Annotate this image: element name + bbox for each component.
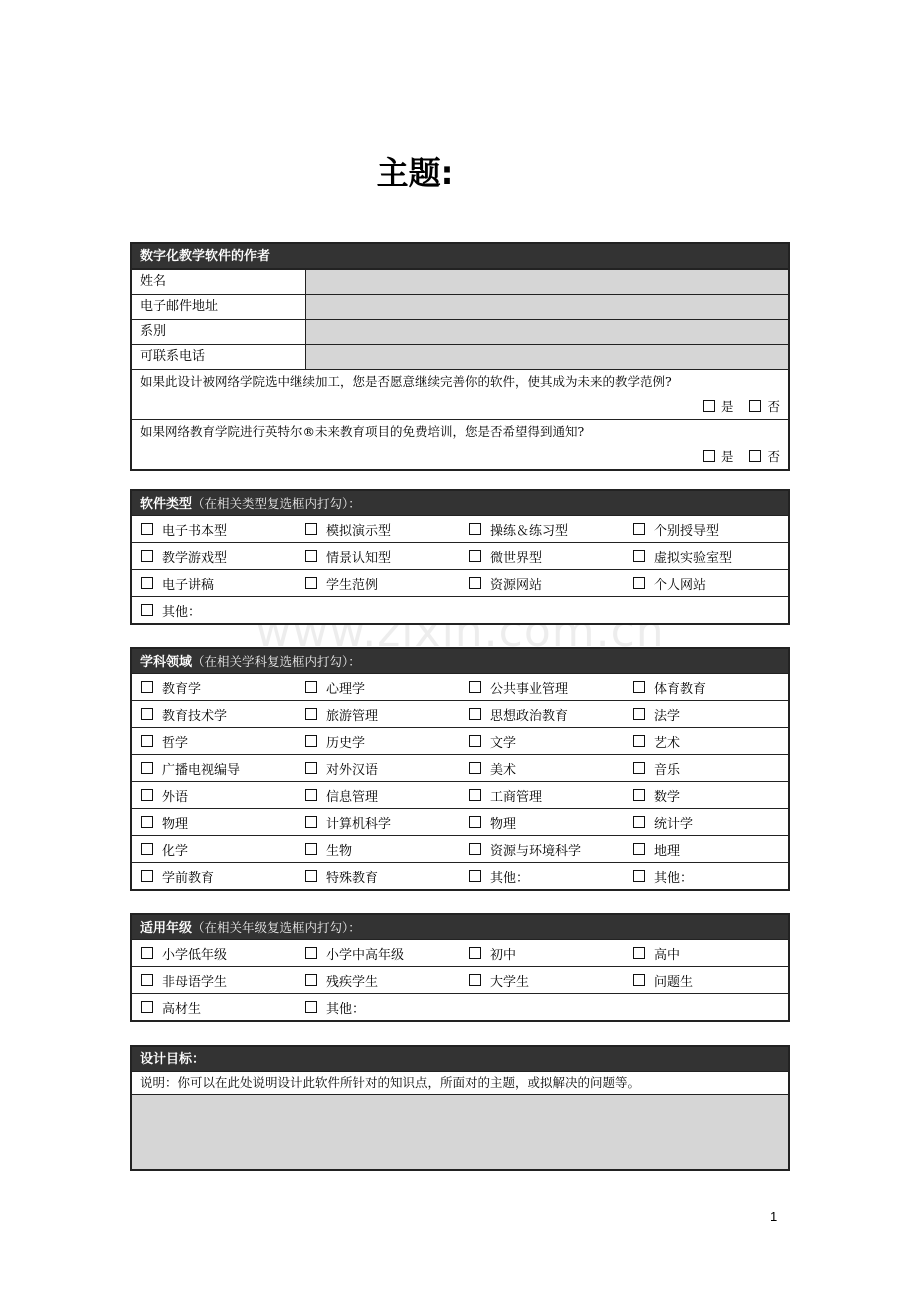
checkbox-row: [132, 542, 788, 569]
checkbox-label: 教育技术学: [162, 708, 228, 724]
checkbox-label: 其他：: [490, 870, 530, 886]
checkbox[interactable]: [469, 681, 481, 693]
checkbox-option[interactable]: [132, 971, 296, 990]
checkbox[interactable]: [305, 843, 317, 855]
checkbox-option[interactable]: [460, 705, 624, 724]
checkbox-label: 特殊教育: [326, 870, 379, 886]
phone-row: [132, 344, 788, 369]
email-label: 电子邮件地址: [132, 295, 306, 319]
checkbox-option[interactable]: [460, 732, 624, 751]
subject-area-section: [130, 647, 790, 891]
checkbox-option[interactable]: [624, 971, 788, 990]
department-row: [132, 319, 788, 344]
checkbox[interactable]: [469, 870, 481, 882]
checkbox[interactable]: [469, 708, 481, 720]
design-goal-description: 说明：你可以在此处说明设计此软件所针对的知识点，所面对的主题，或拟解决的问题等。: [140, 1075, 641, 1090]
checkbox-option[interactable]: [296, 547, 460, 566]
checkbox-label: 个人网站: [654, 577, 707, 593]
software-type-header: 软件类型（在相关类型复选框内打勾）：: [132, 491, 788, 516]
checkbox[interactable]: [305, 870, 317, 882]
checkbox-row: [132, 808, 788, 835]
author-section-header: 数字化教学软件的作者: [132, 244, 788, 269]
checkbox[interactable]: [305, 681, 317, 693]
checkbox-label: 教育学: [162, 681, 202, 697]
checkbox-option[interactable]: [296, 998, 460, 1017]
checkbox-option[interactable]: [296, 732, 460, 751]
checkbox-label: 化学: [162, 843, 189, 859]
checkbox[interactable]: [305, 789, 317, 801]
checkbox-option[interactable]: [132, 944, 296, 963]
checkbox[interactable]: [305, 816, 317, 828]
checkbox-label: 其他：: [654, 870, 694, 886]
checkbox-option[interactable]: [132, 601, 296, 620]
checkbox-option[interactable]: [460, 813, 624, 832]
checkbox-option[interactable]: [460, 840, 624, 859]
checkbox-option[interactable]: [132, 867, 296, 886]
checkbox-row: [132, 754, 788, 781]
yes-checkbox[interactable]: [703, 450, 715, 462]
checkbox[interactable]: [469, 577, 481, 589]
checkbox-option[interactable]: [296, 944, 460, 963]
checkbox-option[interactable]: [624, 813, 788, 832]
grade-level-header: 适用年级（在相关年级复选框内打勾）：: [132, 915, 788, 940]
author-section: [130, 242, 790, 471]
checkbox[interactable]: [305, 762, 317, 774]
checkbox[interactable]: [141, 604, 153, 616]
yes-label: 是: [720, 449, 734, 464]
checkbox-label: 电子讲稿: [162, 577, 215, 593]
checkbox-option[interactable]: [460, 867, 624, 886]
checkbox-option[interactable]: [624, 678, 788, 697]
checkbox-option[interactable]: [460, 574, 624, 593]
checkbox[interactable]: [141, 708, 153, 720]
checkbox-label: 统计学: [654, 816, 694, 832]
checkbox-label: 大学生: [490, 974, 530, 990]
checkbox-label: 旅游管理: [326, 708, 379, 724]
checkbox-label: 思想政治教育: [490, 708, 569, 724]
checkbox-row: [132, 966, 788, 993]
subject-area-header: 学科领域（在相关学科复选框内打勾）：: [132, 649, 788, 674]
email-row: [132, 294, 788, 319]
checkbox-option[interactable]: [296, 971, 460, 990]
checkbox-label: 模拟演示型: [326, 523, 392, 539]
checkbox-option[interactable]: [624, 705, 788, 724]
checkbox-label: 艺术: [654, 735, 681, 751]
checkbox[interactable]: [305, 735, 317, 747]
checkbox-row: [132, 781, 788, 808]
yes-checkbox[interactable]: [703, 400, 715, 412]
checkbox[interactable]: [633, 974, 645, 986]
phone-input[interactable]: [306, 345, 788, 369]
checkbox-label: 情景认知型: [326, 550, 392, 566]
checkbox[interactable]: [305, 1001, 317, 1013]
design-goal-textarea[interactable]: [132, 1094, 788, 1169]
checkbox-label: 美术: [490, 762, 517, 778]
checkbox-label: 微世界型: [490, 550, 543, 566]
checkbox[interactable]: [141, 789, 153, 801]
checkbox-option[interactable]: [132, 840, 296, 859]
checkbox-option[interactable]: [460, 944, 624, 963]
checkbox[interactable]: [469, 735, 481, 747]
checkbox-label: 其他：: [326, 1001, 366, 1017]
checkbox-label: 电子书本型: [162, 523, 228, 539]
yes-label: 是: [720, 399, 734, 414]
checkbox-label: 小学低年级: [162, 947, 228, 963]
checkbox[interactable]: [633, 947, 645, 959]
checkbox-option[interactable]: [132, 759, 296, 778]
checkbox[interactable]: [469, 974, 481, 986]
checkbox-option[interactable]: [624, 732, 788, 751]
checkbox-option[interactable]: [132, 813, 296, 832]
checkbox[interactable]: [141, 974, 153, 986]
department-label: 系別: [132, 320, 306, 344]
checkbox-row: [132, 516, 788, 542]
checkbox-option[interactable]: [624, 944, 788, 963]
checkbox[interactable]: [633, 762, 645, 774]
email-input[interactable]: [306, 295, 788, 319]
checkbox-option[interactable]: [132, 520, 296, 539]
checkbox-row: [132, 674, 788, 700]
checkbox-label: 初中: [490, 947, 517, 963]
checkbox-option[interactable]: [132, 998, 296, 1017]
checkbox-row: [132, 993, 788, 1020]
checkbox-option[interactable]: [296, 867, 460, 886]
checkbox-label: 小学中高年级: [326, 947, 405, 963]
checkbox[interactable]: [305, 523, 317, 535]
page-title: 主题:: [376, 154, 454, 192]
design-goal-section: [130, 1045, 790, 1171]
checkbox-option[interactable]: [460, 678, 624, 697]
checkbox[interactable]: [633, 681, 645, 693]
checkbox[interactable]: [633, 816, 645, 828]
checkbox-option[interactable]: [296, 678, 460, 697]
checkbox-option[interactable]: [132, 547, 296, 566]
checkbox-label: 广播电视编导: [162, 762, 241, 778]
checkbox[interactable]: [141, 550, 153, 562]
checkbox[interactable]: [141, 870, 153, 882]
checkbox[interactable]: [141, 1001, 153, 1013]
department-input[interactable]: [306, 320, 788, 344]
checkbox[interactable]: [141, 762, 153, 774]
checkbox-label: 心理学: [326, 681, 366, 697]
checkbox-row: [132, 862, 788, 889]
name-row: [132, 269, 788, 294]
checkbox-row: [132, 569, 788, 596]
checkbox-row: [132, 835, 788, 862]
checkbox-option[interactable]: [132, 678, 296, 697]
no-label: 否: [767, 399, 780, 414]
checkbox-option[interactable]: [624, 786, 788, 805]
checkbox-label: 音乐: [654, 762, 681, 778]
checkbox[interactable]: [469, 843, 481, 855]
checkbox-label: 地理: [654, 843, 681, 859]
checkbox-label: 问题生: [654, 974, 694, 990]
checkbox-option[interactable]: [624, 840, 788, 859]
checkbox-option[interactable]: [460, 786, 624, 805]
checkbox-option[interactable]: [624, 759, 788, 778]
checkbox-label: 学前教育: [162, 870, 215, 886]
checkbox[interactable]: [469, 947, 481, 959]
page-number: 1: [770, 1209, 778, 1224]
checkbox-row: [132, 596, 788, 623]
checkbox-label: 学生范例: [326, 577, 379, 593]
checkbox-label: 信息管理: [326, 789, 379, 805]
checkbox-label: 计算机科学: [326, 816, 392, 832]
checkbox[interactable]: [633, 870, 645, 882]
checkbox-option[interactable]: [296, 520, 460, 539]
checkbox-label: 文学: [490, 735, 517, 751]
checkbox-label: 生物: [326, 843, 353, 859]
checkbox-label: 数学: [654, 789, 681, 805]
checkbox-label: 资源网站: [490, 577, 543, 593]
question-text: 如果网络教育学院进行英特尔®未来教育项目的免费培训，您是否希望得到通知?: [140, 424, 585, 439]
checkbox-label: 残疾学生: [326, 974, 379, 990]
no-label: 否: [767, 449, 780, 464]
checkbox[interactable]: [305, 577, 317, 589]
name-label: 姓名: [132, 270, 306, 294]
no-checkbox[interactable]: [749, 400, 761, 412]
checkbox-option[interactable]: [624, 520, 788, 539]
checkbox-label: 教学游戏型: [162, 550, 228, 566]
checkbox-label: 个别授导型: [654, 523, 720, 539]
checkbox-label: 资源与环境科学: [490, 843, 582, 859]
checkbox-label: 历史学: [326, 735, 366, 751]
checkbox[interactable]: [141, 577, 153, 589]
checkbox[interactable]: [305, 708, 317, 720]
checkbox-label: 外语: [162, 789, 189, 805]
checkbox-option[interactable]: [460, 520, 624, 539]
checkbox-option[interactable]: [296, 759, 460, 778]
checkbox-option[interactable]: [132, 705, 296, 724]
checkbox[interactable]: [469, 523, 481, 535]
checkbox-option[interactable]: [624, 574, 788, 593]
checkbox-label: 体育教育: [654, 681, 707, 697]
checkbox-label: 法学: [654, 708, 681, 724]
checkbox-label: 工商管理: [490, 789, 543, 805]
checkbox-label: 非母语学生: [162, 974, 228, 990]
checkbox-option[interactable]: [460, 759, 624, 778]
checkbox-row: [132, 940, 788, 966]
checkbox-label: 高中: [654, 947, 681, 963]
phone-label: 可联系电话: [132, 345, 306, 369]
checkbox-option[interactable]: [624, 547, 788, 566]
checkbox-label: 公共事业管理: [490, 681, 569, 697]
checkbox[interactable]: [469, 762, 481, 774]
checkbox[interactable]: [305, 550, 317, 562]
software-type-section: [130, 489, 790, 625]
no-checkbox[interactable]: [749, 450, 761, 462]
checkbox[interactable]: [633, 789, 645, 801]
checkbox-label: 对外汉语: [326, 762, 379, 778]
checkbox[interactable]: [141, 681, 153, 693]
checkbox[interactable]: [305, 974, 317, 986]
checkbox[interactable]: [633, 523, 645, 535]
checkbox[interactable]: [141, 816, 153, 828]
design-goal-header: 设计目标：: [132, 1047, 788, 1072]
grade-level-section: [130, 913, 790, 1022]
checkbox[interactable]: [469, 816, 481, 828]
checkbox-option[interactable]: [296, 786, 460, 805]
checkbox-option[interactable]: [132, 732, 296, 751]
checkbox[interactable]: [305, 947, 317, 959]
checkbox-label: 高材生: [162, 1001, 202, 1017]
checkbox-label: 操练＆练习型: [490, 523, 569, 539]
checkbox[interactable]: [633, 735, 645, 747]
checkbox-label: 物理: [162, 816, 189, 832]
checkbox-option[interactable]: [132, 786, 296, 805]
checkbox[interactable]: [633, 577, 645, 589]
checkbox-row: [132, 700, 788, 727]
checkbox-option[interactable]: [132, 574, 296, 593]
checkbox[interactable]: [141, 735, 153, 747]
checkbox[interactable]: [633, 550, 645, 562]
checkbox[interactable]: [633, 843, 645, 855]
checkbox[interactable]: [141, 947, 153, 959]
checkbox-label: 其他：: [162, 604, 202, 620]
checkbox[interactable]: [141, 843, 153, 855]
checkbox-option[interactable]: [296, 705, 460, 724]
question-row: [132, 369, 788, 419]
checkbox-option[interactable]: [296, 840, 460, 859]
checkbox-option[interactable]: [296, 813, 460, 832]
checkbox[interactable]: [633, 708, 645, 720]
checkbox[interactable]: [469, 789, 481, 801]
checkbox-label: 虚拟实验室型: [654, 550, 733, 566]
checkbox[interactable]: [469, 550, 481, 562]
checkbox-option[interactable]: [460, 547, 624, 566]
checkbox-option[interactable]: [296, 574, 460, 593]
question-row: [132, 419, 788, 469]
checkbox[interactable]: [141, 523, 153, 535]
checkbox-row: [132, 727, 788, 754]
name-input[interactable]: [306, 270, 788, 294]
checkbox-option[interactable]: [624, 867, 788, 886]
watermark: www.zixin.com.cn: [255, 606, 665, 657]
checkbox-option[interactable]: [460, 971, 624, 990]
question-text: 如果此设计被网络学院选中继续加工，您是否愿意继续完善你的软件，使其成为未来的教学范例?: [140, 374, 672, 389]
checkbox-label: 哲学: [162, 735, 189, 751]
checkbox-label: 物理: [490, 816, 517, 832]
